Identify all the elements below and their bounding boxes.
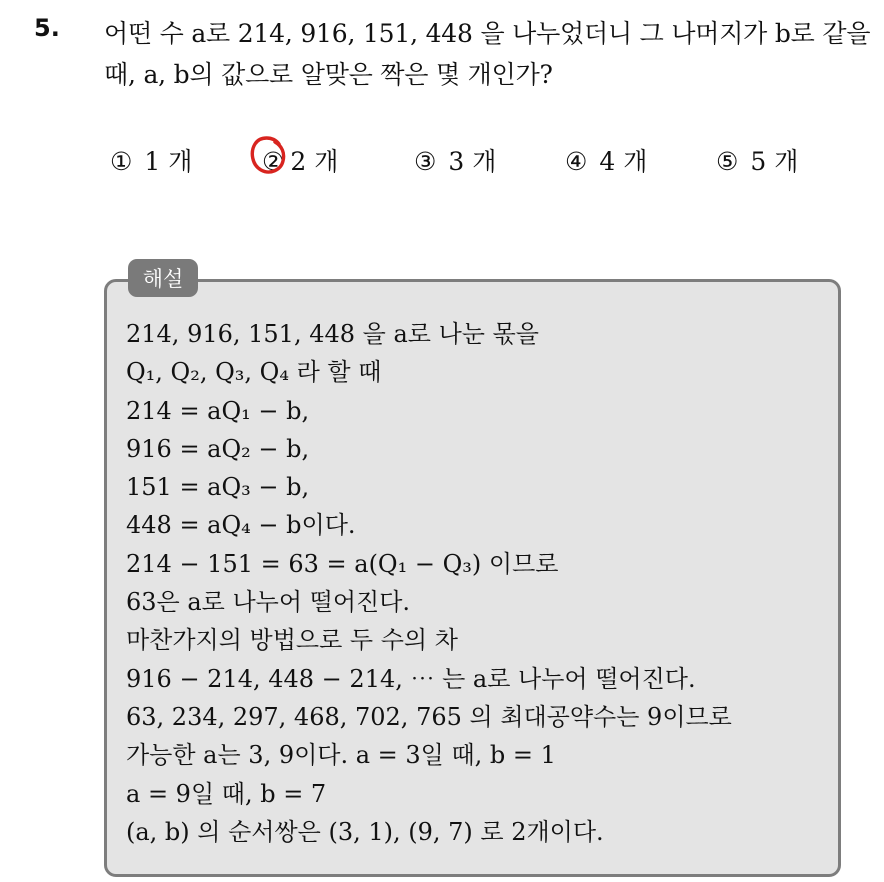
choice-2[interactable] [262,142,338,178]
choice-1[interactable] [110,142,192,178]
choice-5-mark: ⑤ [716,147,739,176]
solution-line: 가능한 a는 3, 9이다. a = 3일 때, b = 1 [126,741,556,770]
solution-line: 마찬가지의 방법으로 두 수의 차 [126,626,458,655]
choice-3-mark: ③ [414,147,437,176]
choice-5-text: 5 개 [750,147,799,176]
solution-line: 151 = aQ₃ − b, [126,473,310,502]
choice-1-mark: ① [110,147,133,176]
solution-line: 448 = aQ₄ − b이다. [126,511,356,540]
solution-line: 214, 916, 151, 448 을 a로 나눈 몫을 [126,320,539,348]
choice-4[interactable] [565,142,647,178]
solution-line: 63은 a로 나누어 떨어진다. [126,588,411,617]
question-text-line-2: 때, a, b의 값으로 알맞은 짝은 몇 개인가? [104,60,553,89]
solution-line: (a, b) 의 순서쌍은 (3, 1), (9, 7) 로 2개이다. [126,817,604,846]
question-number: 5. [34,14,60,42]
solution-line: a = 9일 때, b = 7 [126,779,327,808]
solution-line: 63, 234, 297, 468, 702, 765 의 최대공약수는 9이므로 [126,702,732,731]
choice-1-text: 1 개 [144,147,193,176]
solution-line: 214 − 151 = 63 = a(Q₁ − Q₃) 이므로 [126,549,559,578]
solution-label: 해설 [142,267,184,291]
choice-2-mark: ② [262,147,285,176]
solution-text [126,315,732,851]
solution-line: 916 − 214, 448 − 214, ⋯ 는 a로 나누어 떨어진다. [126,664,696,693]
question-text-line-1: 어떤 수 a로 214, 916, 151, 448 을 나누었더니 그 나머지가 b로 같을 [104,19,871,48]
choice-4-mark: ④ [565,147,588,176]
solution-line: 214 = aQ₁ − b, [126,396,310,425]
solution-line: 916 = aQ₂ − b, [126,434,310,463]
choice-3-text: 3 개 [448,147,497,176]
solution-label-tab [128,259,198,297]
solution-line: Q₁, Q₂, Q₃, Q₄ 라 할 때 [126,358,382,387]
choice-5[interactable] [716,142,798,178]
choice-2-text: 2 개 [290,147,339,176]
choice-3[interactable] [414,142,496,178]
choice-4-text: 4 개 [599,147,648,176]
